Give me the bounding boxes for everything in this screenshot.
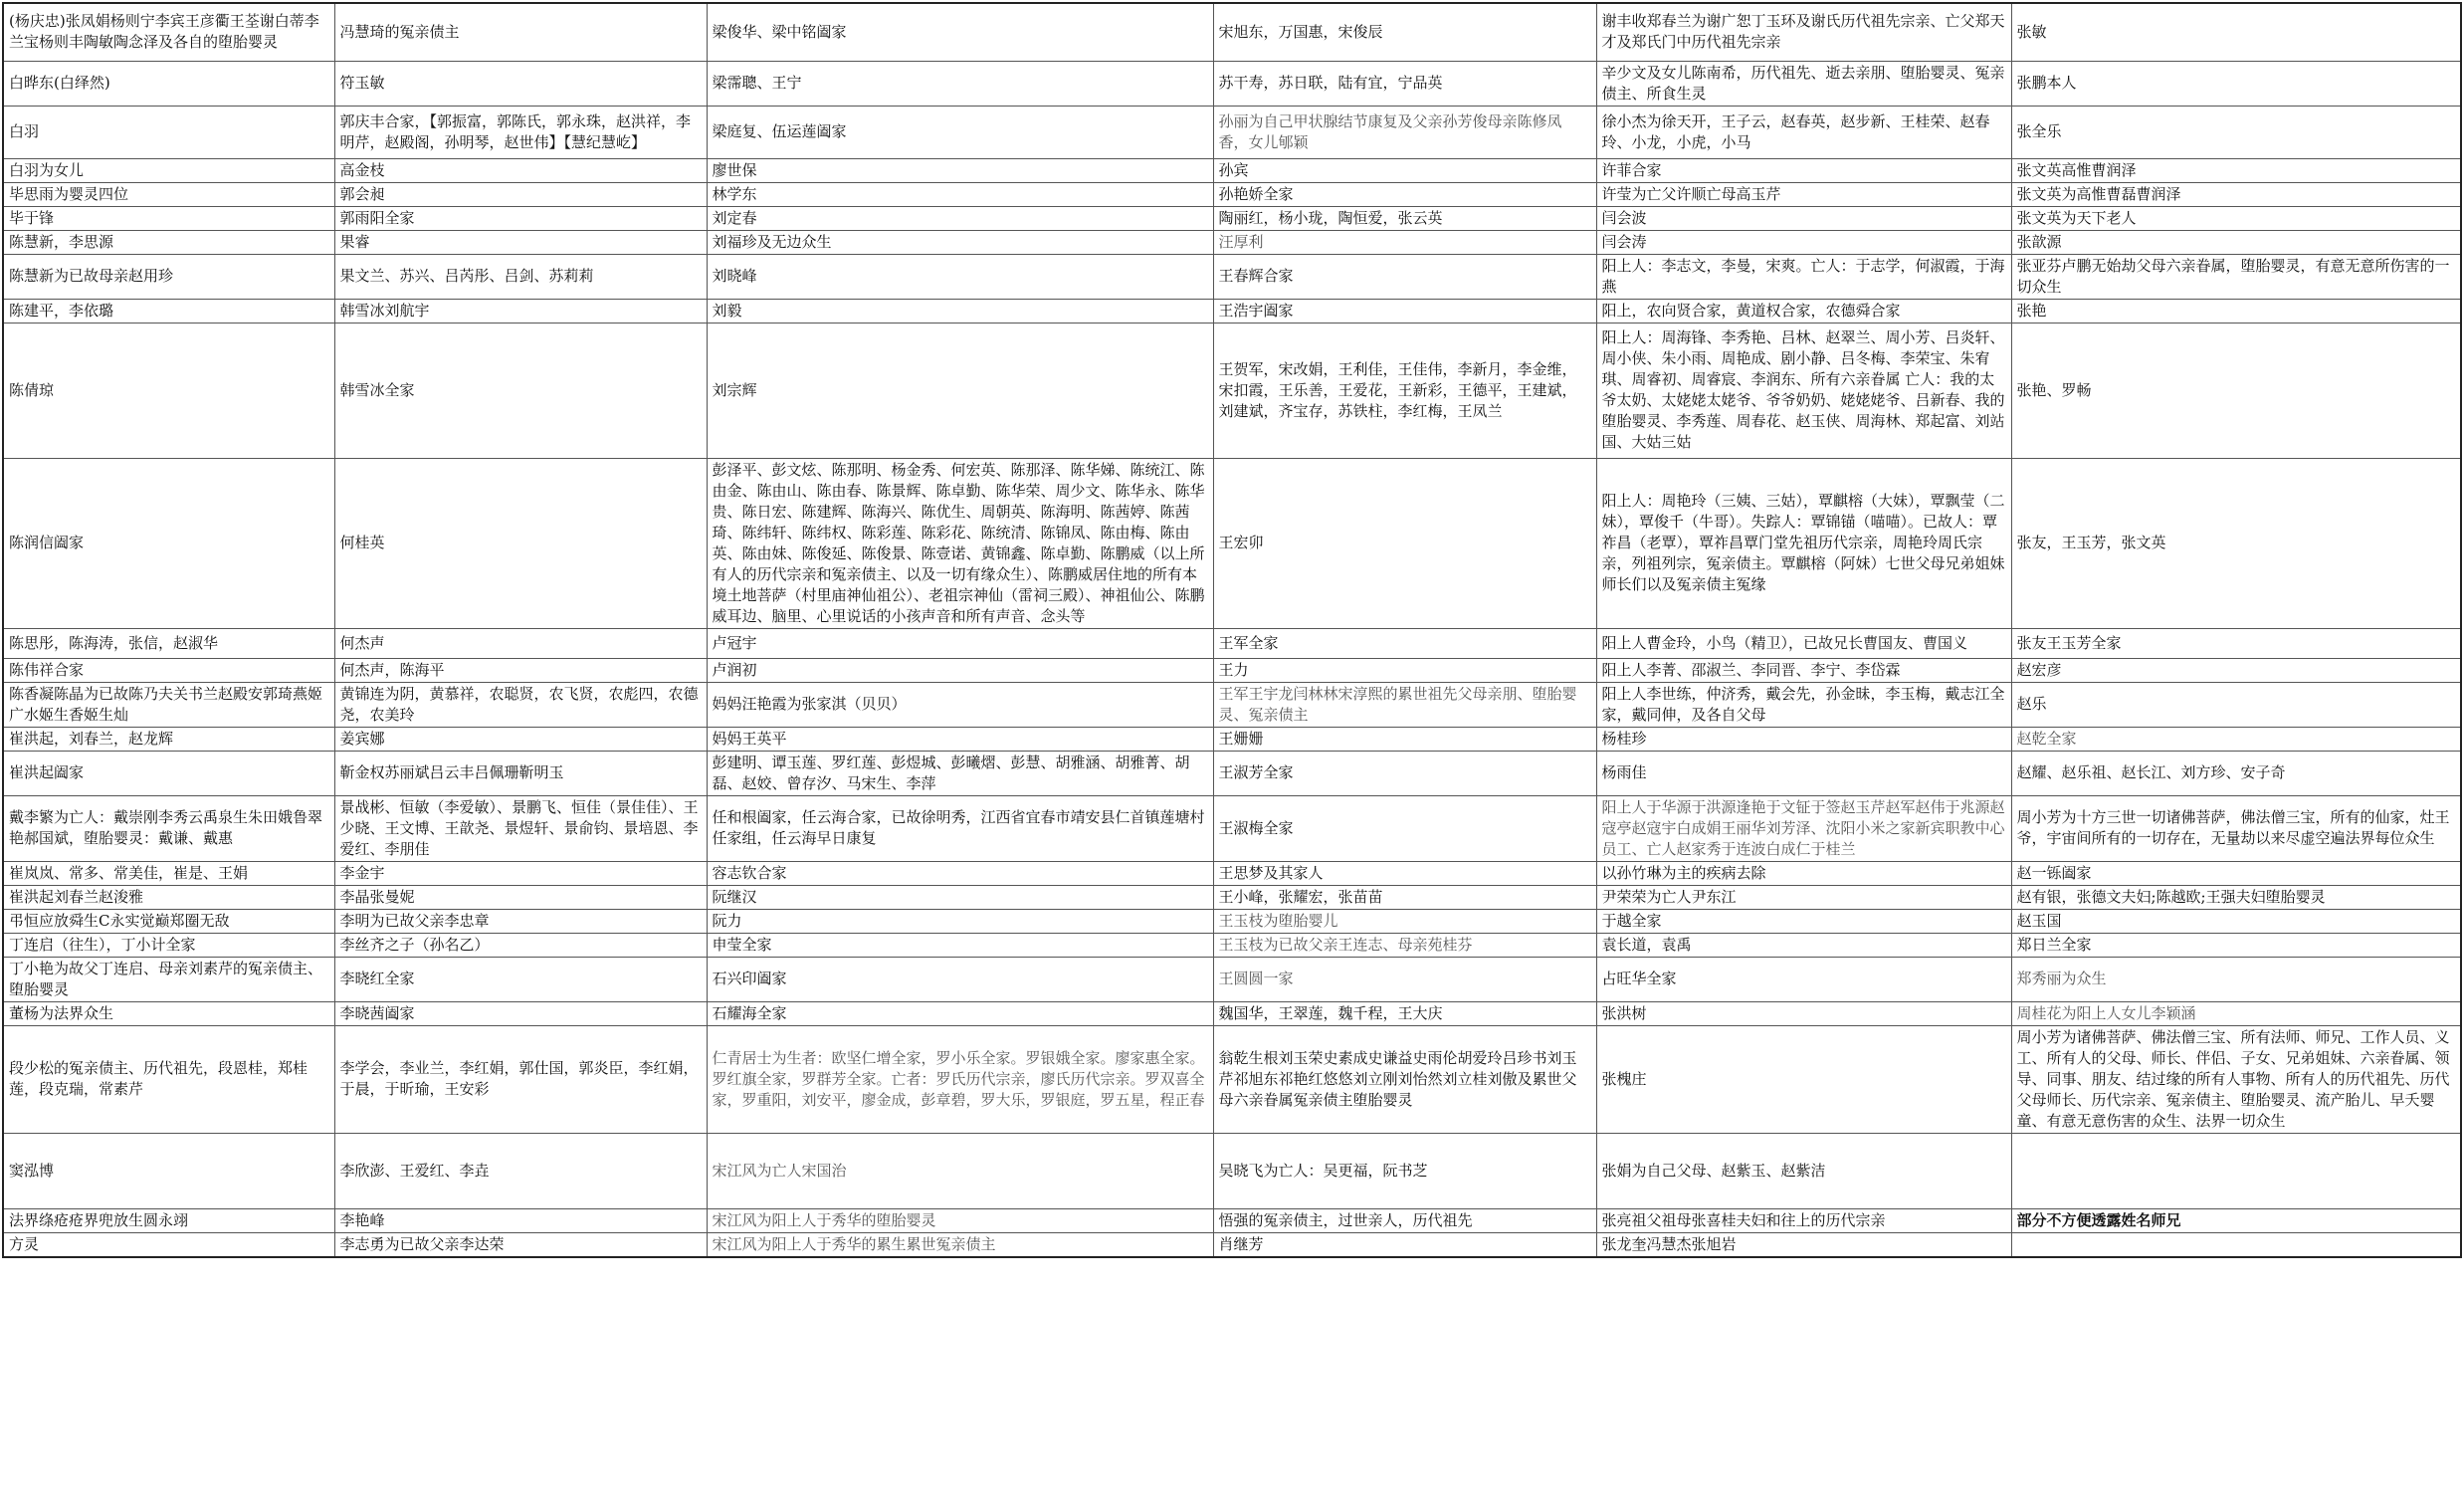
table-row bbox=[3, 299, 2461, 323]
table-cell: 崔岚岚、常多、常美佳，崔是、王娟 bbox=[3, 861, 334, 885]
table-cell: 窦泓博 bbox=[3, 1133, 334, 1208]
table-row bbox=[3, 61, 2461, 106]
table-cell: 陶丽红，杨小珑，陶恒爱，张云英 bbox=[1213, 206, 1596, 230]
table-cell: 刘晓峰 bbox=[707, 254, 1213, 299]
table-row bbox=[3, 751, 2461, 795]
table-cell: 白晔东(白绎然) bbox=[3, 61, 334, 106]
table-row bbox=[3, 106, 2461, 158]
table-cell: 崔洪起阖家 bbox=[3, 751, 334, 795]
table-row bbox=[3, 323, 2461, 458]
table-cell: 梁庭复、伍运莲阖家 bbox=[707, 106, 1213, 158]
table-cell: 陈建平，李依璐 bbox=[3, 299, 334, 323]
table-cell: 张槐庄 bbox=[1596, 1025, 2011, 1133]
table-cell: 赵宏彦 bbox=[2011, 658, 2461, 682]
table-cell: 王浩宇阖家 bbox=[1213, 299, 1596, 323]
table-cell: 李艳峰 bbox=[334, 1208, 707, 1232]
table-cell: 悟强的冤亲债主，过世亲人，历代祖先 bbox=[1213, 1208, 1596, 1232]
table-cell: 周桂花为阳上人女儿李颖涵 bbox=[2011, 1001, 2461, 1025]
table-cell: 张艳 bbox=[2011, 299, 2461, 323]
table-cell: 张龙奎冯慧杰张旭岩 bbox=[1596, 1232, 2011, 1257]
table-cell: 李晓茜阖家 bbox=[334, 1001, 707, 1025]
table-cell bbox=[2011, 1232, 2461, 1257]
table-cell: 李欣澎、王爱红、李垚 bbox=[334, 1133, 707, 1208]
table-cell: 孙宾 bbox=[1213, 158, 1596, 182]
table-cell: 王淑梅全家 bbox=[1213, 795, 1596, 861]
table-row bbox=[3, 254, 2461, 299]
table-cell: 石耀海全家 bbox=[707, 1001, 1213, 1025]
table-cell: 张洪树 bbox=[1596, 1001, 2011, 1025]
table-cell: 谢丰收郑春兰为谢广恕丁玉环及谢氏历代祖先宗亲、亡父郑天才及郑氏门中历代祖先宗亲 bbox=[1596, 3, 2011, 61]
table-cell: 以孙竹琳为主的疾病去除 bbox=[1596, 861, 2011, 885]
table-cell: 法界绦疮疮界兜放生圆永翊 bbox=[3, 1208, 334, 1232]
table-cell: 袁长道，袁禹 bbox=[1596, 933, 2011, 957]
table-cell: 阳上人：周艳玲（三姨、三姑），覃麒榕（大妹），覃飘莹（二妹），覃俊千（牛哥）。失踪人：覃锦锚（喵喵）。已故人：覃祚昌（老覃），覃祚昌覃门堂先祖历代宗亲，周艳玲周氏宗亲，列祖列宗，冤亲债主。覃麒榕（阿妹）七世父母兄弟姐妹师长们以及冤亲债主冤缘 bbox=[1596, 458, 2011, 628]
table-cell: 申莹全家 bbox=[707, 933, 1213, 957]
table-cell: 姜宾娜 bbox=[334, 727, 707, 751]
table-cell: 符玉敏 bbox=[334, 61, 707, 106]
table-cell: 石兴印阖家 bbox=[707, 957, 1213, 1001]
table-cell: 果文兰、苏兴、吕芮彤、吕剑、苏莉莉 bbox=[334, 254, 707, 299]
table-cell: 刘毅 bbox=[707, 299, 1213, 323]
table-cell: 汪厚利 bbox=[1213, 230, 1596, 254]
table-cell: 卢润初 bbox=[707, 658, 1213, 682]
table-cell: 容志钦合家 bbox=[707, 861, 1213, 885]
table-cell: 弔恒应放舜生C永实觉巅郑圈无敌 bbox=[3, 909, 334, 933]
table-cell: 崔洪起，刘春兰，赵龙辉 bbox=[3, 727, 334, 751]
table-cell: 赵乐 bbox=[2011, 682, 2461, 727]
table-cell: 翁乾生根刘玉荣史素成史谦益史雨伦胡爱玲吕珍书刘玉芹祁旭东祁艳红悠悠刘立刚刘怡然刘立桂刘傲及累世父母六亲眷属冤亲债主堕胎婴灵 bbox=[1213, 1025, 1596, 1133]
table-cell: 郭会昶 bbox=[334, 182, 707, 206]
table-cell: 靳金权苏丽斌吕云丰吕佩珊靳明玉 bbox=[334, 751, 707, 795]
table-cell: 韩雪冰刘航宇 bbox=[334, 299, 707, 323]
table-cell: 林学东 bbox=[707, 182, 1213, 206]
table-cell: 戴李繁为亡人：戴崇刚李秀云禹泉生朱田娥鲁翠艳郝国斌，堕胎婴灵：戴谦、戴惠 bbox=[3, 795, 334, 861]
table-cell: 陈润信阖家 bbox=[3, 458, 334, 628]
table-row bbox=[3, 658, 2461, 682]
table-cell: 孙艳娇全家 bbox=[1213, 182, 1596, 206]
table-row bbox=[3, 206, 2461, 230]
table-cell: 王姗姗 bbox=[1213, 727, 1596, 751]
table-cell: 张文英为天下老人 bbox=[2011, 206, 2461, 230]
table-cell: 李金宇 bbox=[334, 861, 707, 885]
table-row bbox=[3, 682, 2461, 727]
table-cell: 闫会涛 bbox=[1596, 230, 2011, 254]
table-cell: 宋江风为阳上人于秀华的累生累世冤亲债主 bbox=[707, 1232, 1213, 1257]
table-cell: 张亮祖父祖母张喜桂夫妇和往上的历代宗亲 bbox=[1596, 1208, 2011, 1232]
table-cell: 刘宗辉 bbox=[707, 323, 1213, 458]
table-cell: (杨庆忠)张凤娟杨则宁李宾王彦衢王荃谢白蒂李兰宝杨则丰陶敏陶念泽及各自的堕胎婴灵 bbox=[3, 3, 334, 61]
table-cell: 果睿 bbox=[334, 230, 707, 254]
table-cell: 丁连启（往生），丁小计全家 bbox=[3, 933, 334, 957]
table-cell: 陈思彤，陈海涛，张信，赵淑华 bbox=[3, 628, 334, 658]
table-cell: 李丝齐之子（孙名乙） bbox=[334, 933, 707, 957]
table-cell: 陈慧新为已故母亲赵用珍 bbox=[3, 254, 334, 299]
table-cell: 肖继芳 bbox=[1213, 1232, 1596, 1257]
table-cell: 宋江风为阳上人于秀华的堕胎婴灵 bbox=[707, 1208, 1213, 1232]
table-row bbox=[3, 861, 2461, 885]
table-cell: 赵耀、赵乐祖、赵长江、刘方珍、安子奇 bbox=[2011, 751, 2461, 795]
table-cell: 宋江风为亡人宋国治 bbox=[707, 1133, 1213, 1208]
table-row bbox=[3, 1232, 2461, 1257]
table-cell: 闫会波 bbox=[1596, 206, 2011, 230]
table-cell: 梁俊华、梁中铭阖家 bbox=[707, 3, 1213, 61]
table-body bbox=[3, 3, 2461, 1257]
table-cell: 尹荣荣为亡人尹东江 bbox=[1596, 885, 2011, 909]
table-cell bbox=[2011, 1133, 2461, 1208]
table-cell: 王圆圆一家 bbox=[1213, 957, 1596, 1001]
table-cell: 何杰声，陈海平 bbox=[334, 658, 707, 682]
table-cell: 许莹为亡父许顺亡母高玉芹 bbox=[1596, 182, 2011, 206]
table-cell: 阳上人于华源于洪源逢艳于文钲于签赵玉芹赵军赵伟于兆源赵寇亭赵寇宇白成娟王丽华刘芳泽、沈阳小米之家新宾职教中心员工、亡人赵家秀于连波白成仁于桂兰 bbox=[1596, 795, 2011, 861]
table-row bbox=[3, 795, 2461, 861]
table-cell: 彭泽平、彭文炫、陈那明、杨金秀、何宏英、陈那泽、陈华娣、陈统江、陈由金、陈由山、陈由春、陈景辉、陈卓勤、陈华荣、周少文、陈华永、陈华贵、陈日宏、陈建辉、陈海兴、陈优生、周朝英、陈海明、陈茜婷、陈茜琦、陈纬轩、陈纬权、陈彩莲、陈彩花、陈统清、陈锦凤、陈由梅、陈由英、陈由妹、陈俊延、陈俊景、陈壹诺、黄锦鑫、陈卓勤、陈鹏威（以上所有人的历代宗亲和冤亲债主、以及一切有缘众生）、陈鹏威居住地的所有本境土地菩萨（村里庙神仙祖公）、老祖宗神仙（雷祠三殿）、神祖仙公、陈鹏威耳边、脑里、心里说话的小孩声音和所有声音、念头等 bbox=[707, 458, 1213, 628]
table-cell: 王春辉合家 bbox=[1213, 254, 1596, 299]
table-cell: 郑日兰全家 bbox=[2011, 933, 2461, 957]
table-cell: 李明为已故父亲李忠章 bbox=[334, 909, 707, 933]
table-cell: 景战彬、恒敏（李爱敏）、景鹏飞、恒佳（景佳佳）、王少晓、王文博、王歆尧、景煜轩、景俞钧、景培恩、李爱红、李朋佳 bbox=[334, 795, 707, 861]
table-cell: 王军全家 bbox=[1213, 628, 1596, 658]
table-cell: 何桂英 bbox=[334, 458, 707, 628]
table-cell: 占旺华全家 bbox=[1596, 957, 2011, 1001]
table-row bbox=[3, 957, 2461, 1001]
table-cell: 赵玉国 bbox=[2011, 909, 2461, 933]
table-cell: 刘定春 bbox=[707, 206, 1213, 230]
table-cell: 张娟为自己父母、赵紫玉、赵紫洁 bbox=[1596, 1133, 2011, 1208]
table-row bbox=[3, 458, 2461, 628]
table-cell: 陈倩琼 bbox=[3, 323, 334, 458]
table-cell: 黄锦连为阴，黄慕祥，农聪贤，农飞贤，农彪四，农德尧，农美玲 bbox=[334, 682, 707, 727]
table-row bbox=[3, 1208, 2461, 1232]
table-cell: 阳上，农向贤合家，黄道权合家，农德舜合家 bbox=[1596, 299, 2011, 323]
table-cell: 冯慧琦的冤亲债主 bbox=[334, 3, 707, 61]
table-row bbox=[3, 727, 2461, 751]
table-cell: 王力 bbox=[1213, 658, 1596, 682]
table-cell: 廖世保 bbox=[707, 158, 1213, 182]
table-cell: 王玉枝为堕胎婴儿 bbox=[1213, 909, 1596, 933]
table-cell: 丁小艳为故父丁连启、母亲刘素芹的冤亲债主、堕胎婴灵 bbox=[3, 957, 334, 1001]
table-cell: 许菲合家 bbox=[1596, 158, 2011, 182]
table-cell: 陈香凝陈晶为已故陈乃夫关书兰赵殿安郭琦燕姬广水姬生香姬生灿 bbox=[3, 682, 334, 727]
table-cell: 白羽为女儿 bbox=[3, 158, 334, 182]
table-row bbox=[3, 230, 2461, 254]
table-cell: 彭建明、谭玉莲、罗红莲、彭煜城、彭曦熠、彭慧、胡雅涵、胡雅菁、胡磊、赵姣、曾存汐、马宋生、李萍 bbox=[707, 751, 1213, 795]
table-cell: 孙丽为自己甲状腺结节康复及父亲孙芳俊母亲陈修凤香，女儿郇颖 bbox=[1213, 106, 1596, 158]
table-cell: 郭雨阳全家 bbox=[334, 206, 707, 230]
table-cell: 方灵 bbox=[3, 1232, 334, 1257]
table-cell: 陈伟祥合家 bbox=[3, 658, 334, 682]
table-cell: 韩雪冰全家 bbox=[334, 323, 707, 458]
table-cell: 徐小杰为徐天开，王子云，赵春英，赵步新、王桂荣、赵春玲、小龙，小虎，小马 bbox=[1596, 106, 2011, 158]
dedication-name-table bbox=[2, 2, 2462, 1258]
table-cell: 辛少文及女儿陈南希，历代祖先、逝去亲朋、堕胎婴灵、冤亲债主、所食生灵 bbox=[1596, 61, 2011, 106]
table-row bbox=[3, 158, 2461, 182]
table-cell: 段少松的冤亲债主、历代祖先，段恩桂，郑桂莲，段克瑞，常素芹 bbox=[3, 1025, 334, 1133]
table-cell: 魏国华，王翠莲，魏千程，王大庆 bbox=[1213, 1001, 1596, 1025]
table-cell: 周小芳为十方三世一切诸佛菩萨，佛法僧三宝，所有的仙家，灶王爷，宇宙间所有的一切存在，无量劫以来尽虚空遍法界每位众生 bbox=[2011, 795, 2461, 861]
table-cell: 阳上人曹金玲，小鸟（精卫），已故兄长曹国友、曹国义 bbox=[1596, 628, 2011, 658]
table-cell: 毕思雨为婴灵四位 bbox=[3, 182, 334, 206]
table-cell: 卢冠宇 bbox=[707, 628, 1213, 658]
table-cell: 部分不方便透露姓名师兄 bbox=[2011, 1208, 2461, 1232]
table-cell: 张敏 bbox=[2011, 3, 2461, 61]
table-cell: 李晓红全家 bbox=[334, 957, 707, 1001]
table-cell: 苏干寿，苏日联，陆有宜，宁品英 bbox=[1213, 61, 1596, 106]
table-cell: 张鹏本人 bbox=[2011, 61, 2461, 106]
table-row bbox=[3, 1001, 2461, 1025]
table-cell: 阮继汉 bbox=[707, 885, 1213, 909]
table-cell: 王思梦及其家人 bbox=[1213, 861, 1596, 885]
table-cell: 阮力 bbox=[707, 909, 1213, 933]
table-cell: 刘福珍及无边众生 bbox=[707, 230, 1213, 254]
table-row bbox=[3, 1133, 2461, 1208]
table-row bbox=[3, 1025, 2461, 1133]
table-cell: 陈慧新，李思源 bbox=[3, 230, 334, 254]
table-cell: 阳上人李世练，仲济秀，戴会先，孙金昧，李玉梅，戴志江全家，戴同伸，及各自父母 bbox=[1596, 682, 2011, 727]
table-cell: 妈妈王英平 bbox=[707, 727, 1213, 751]
table-row bbox=[3, 182, 2461, 206]
table-row bbox=[3, 628, 2461, 658]
table-cell: 赵一铄阖家 bbox=[2011, 861, 2461, 885]
table-cell: 王玉枝为已故父亲王连志、母亲苑桂芬 bbox=[1213, 933, 1596, 957]
table-cell: 何杰声 bbox=[334, 628, 707, 658]
table-cell: 张歆源 bbox=[2011, 230, 2461, 254]
table-cell: 张文英为高惟曹磊曹润泽 bbox=[2011, 182, 2461, 206]
table-cell: 阳上人李菁、邵淑兰、李同晋、李宁、李岱霖 bbox=[1596, 658, 2011, 682]
table-row bbox=[3, 909, 2461, 933]
table-cell: 白羽 bbox=[3, 106, 334, 158]
table-cell: 高金枝 bbox=[334, 158, 707, 182]
table-cell: 周小芳为诸佛菩萨、佛法僧三宝、所有法师、师兄、工作人员、义工、所有人的父母、师长、伴侣、子女、兄弟姐妹、六亲眷属、领导、同事、朋友、结过缘的所有人事物、所有人的历代祖先、历代父母师长、历代宗亲、冤亲债主、堕胎婴灵、流产胎儿、早夭婴童、有意无意伤害的众生、法界一切众生 bbox=[2011, 1025, 2461, 1133]
table-cell: 张文英高惟曹润泽 bbox=[2011, 158, 2461, 182]
table-cell: 李学会，李业兰，李红娟，郭仕国，郭炎臣，李红娟，于晨，于昕瑜，王安彩 bbox=[334, 1025, 707, 1133]
table-cell: 张艳、罗畅 bbox=[2011, 323, 2461, 458]
table-cell: 赵有银，张德文夫妇;陈越欧;王强夫妇堕胎婴灵 bbox=[2011, 885, 2461, 909]
table-cell: 杨雨佳 bbox=[1596, 751, 2011, 795]
table-cell: 张亚芬卢鹏无始劫父母六亲眷属，堕胎婴灵，有意无意所伤害的一切众生 bbox=[2011, 254, 2461, 299]
table-cell: 仁青居士为生者：欧坚仁增全家，罗小乐全家。罗银娥全家。廖家惠全家。罗红旗全家，罗群芳全家。亡者：罗氏历代宗亲，廖氏历代宗亲。罗双喜全家，罗重阳，刘安平，廖金成，彭章碧，罗大乐，罗银庭，罗五星，程正春 bbox=[707, 1025, 1213, 1133]
table-cell: 崔洪起刘春兰赵浚雅 bbox=[3, 885, 334, 909]
table-cell: 李晶张曼妮 bbox=[334, 885, 707, 909]
table-row bbox=[3, 933, 2461, 957]
table-cell: 梁霈聰、王宁 bbox=[707, 61, 1213, 106]
table-cell: 郑秀丽为众生 bbox=[2011, 957, 2461, 1001]
table-cell: 杨桂珍 bbox=[1596, 727, 2011, 751]
table-cell: 董杨为法界众生 bbox=[3, 1001, 334, 1025]
table-cell: 王军王宇龙闫林林宋淳熙的累世祖先父母亲朋、堕胎婴灵、冤亲债主 bbox=[1213, 682, 1596, 727]
table-cell: 妈妈汪艳霞为张家淇（贝贝） bbox=[707, 682, 1213, 727]
table-cell: 郭庆丰合家，【郭振富，郭陈氏，郭永珠，赵洪祥，李明芹，赵殿阁，孙明琴，赵世伟】【慧纪慧屹】 bbox=[334, 106, 707, 158]
table-cell: 任和根阖家，任云海合家，已故徐明秀，江西省宜春市靖安县仁首镇莲塘村任家组，任云海早日康复 bbox=[707, 795, 1213, 861]
table-row bbox=[3, 3, 2461, 61]
table-cell: 张友，王玉芳，张文英 bbox=[2011, 458, 2461, 628]
table-cell: 王淑芳全家 bbox=[1213, 751, 1596, 795]
table-cell: 于越全家 bbox=[1596, 909, 2011, 933]
table-cell: 毕于锋 bbox=[3, 206, 334, 230]
table-cell: 阳上人：李志文，李曼，宋爽。亡人：于志学，何淑霞，于海燕 bbox=[1596, 254, 2011, 299]
table-cell: 王贺军，宋改娟，王利佳，王佳伟，李新月，李金维，宋扣霞，王乐善，王爱花，王新彩，王德平，王建斌，刘建斌，齐宝存，苏铁柱，李红梅，王凤兰 bbox=[1213, 323, 1596, 458]
table-cell: 阳上人：周海锋、李秀艳、吕林、赵翠兰、周小芳、吕炎轩、周小侠、朱小雨、周艳成、剧小静、吕冬梅、李荣宝、朱宥琪、周睿初、周睿宸、李润东、所有六亲眷属 亡人：我的太爷太奶、太姥姥太姥爷、爷爷奶奶、姥姥姥爷、吕新春、我的堕胎婴灵、李秀莲、周春花、赵玉侠、周海林、郑起富、刘站国、大姑三姑 bbox=[1596, 323, 2011, 458]
table-cell: 赵乾全家 bbox=[2011, 727, 2461, 751]
table-cell: 吴晓飞为亡人：吴更福，阮书芝 bbox=[1213, 1133, 1596, 1208]
table-cell: 王宏卯 bbox=[1213, 458, 1596, 628]
table-row bbox=[3, 885, 2461, 909]
table-cell: 张友王玉芳全家 bbox=[2011, 628, 2461, 658]
table-cell: 李志勇为已故父亲李达荣 bbox=[334, 1232, 707, 1257]
table-cell: 张全乐 bbox=[2011, 106, 2461, 158]
table-cell: 王小峰，张耀宏，张苗苗 bbox=[1213, 885, 1596, 909]
table-cell: 宋旭东，万国惠，宋俊辰 bbox=[1213, 3, 1596, 61]
